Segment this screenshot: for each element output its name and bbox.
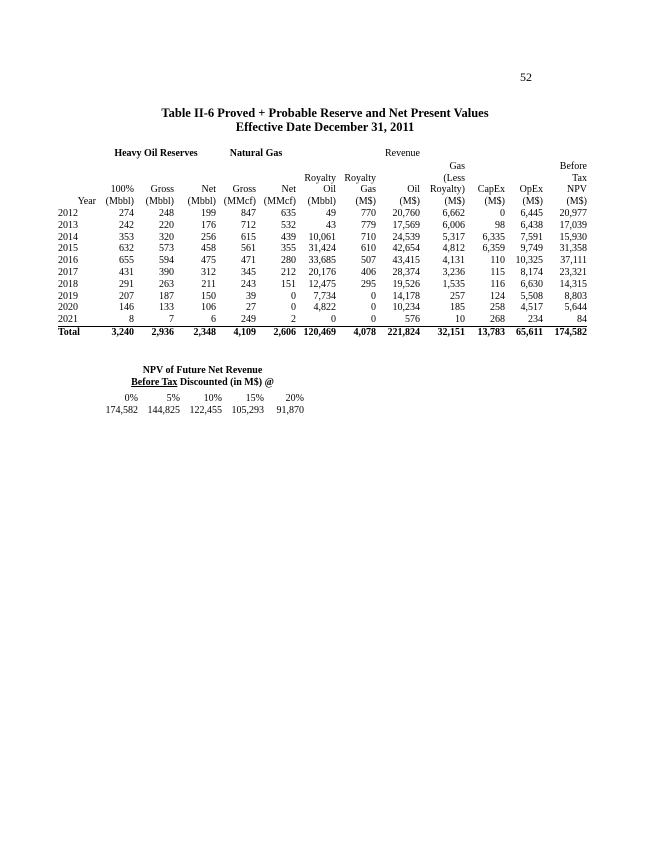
table-cell: 6,445 [520,207,543,219]
table-subtitle: Effective Date December 31, 2011 [235,120,415,134]
npv-rate-cell: 15% [245,393,264,404]
npv-table [100,393,304,417]
table-cell: 176 [201,219,216,231]
table-cell: 199 [201,207,216,219]
table-cell [216,161,256,173]
table-cell: 207 [119,290,134,302]
table-cell: 390 [159,266,174,278]
npv-summary [100,365,305,417]
npv-rate-cell: 5% [166,393,180,404]
table-cell: (M$) [522,196,543,208]
npv-value-cell: 144,825 [147,405,180,416]
table-cell: 5,644 [564,302,587,314]
npv-rate-cell: 0% [124,393,138,404]
table-cell: 594 [159,255,174,267]
table-cell: 439 [281,231,296,243]
row-label-cell: 2021 [58,314,78,326]
npv-value-cell: 174,582 [105,405,138,416]
npv-rate-cell: 10% [203,393,222,404]
table-cell: 187 [159,290,174,302]
page-number: 52 [520,70,532,84]
table-cell: 115 [490,266,505,278]
table-cell: 312 [201,266,216,278]
table-cell: 110 [490,255,505,267]
table-cell: 573 [159,243,174,255]
table-cell: 0 [371,314,376,326]
table-cell: (Mbbl) [187,196,216,208]
table-cell: Royalty [304,172,336,184]
table-cell: (M$) [566,196,587,208]
table-cell: 1,535 [442,278,465,290]
table-cell: 256 [201,231,216,243]
table-cell: 770 [361,207,376,219]
table-cell: 6,006 [442,219,465,231]
row-label-cell: Year [77,196,96,208]
table-cell: 242 [119,219,134,231]
table-cell: 431 [119,266,134,278]
row-label-cell [58,173,96,185]
table-cell [96,161,134,173]
table-cell: 2,936 [134,326,174,338]
table-cell: 258 [490,302,505,314]
table-cell: 146 [119,302,134,314]
table-cell: 15,930 [559,231,587,243]
table-cell: 295 [361,278,376,290]
column-header-row [58,196,587,208]
table-cell: 576 [405,314,420,326]
table-row [58,232,587,244]
row-label-cell: 2013 [58,219,78,231]
column-header-row [58,184,587,196]
table-cell: 0 [500,207,505,219]
table-cell: 43 [326,219,336,231]
table-cell: 710 [361,231,376,243]
row-label-cell: 2019 [58,290,78,302]
row-label-cell: 2016 [58,255,78,267]
row-label-cell [58,161,96,173]
npv-rate-row [100,393,304,405]
table-title: Table II-6 Proved + Probable Reserve and Net Present Values [161,106,489,120]
table-cell: 32,151 [420,326,465,338]
table-cell: 6,438 [520,219,543,231]
table-cell: 3,236 [442,266,465,278]
table-cell [134,161,174,173]
table-cell: Gross [150,184,174,196]
table-row [58,255,587,267]
table-cell [174,161,216,173]
table-cell: 6,335 [482,231,505,243]
table-cell: 4,131 [442,255,465,267]
table-cell: Gas [360,184,376,196]
table-cell: (Mbbl) [105,196,134,208]
table-cell: 84 [577,314,587,326]
table-cell: 42,654 [392,243,420,255]
table-cell: 280 [281,255,296,267]
table-cell: 7 [169,314,174,326]
table-cell: (M$) [355,196,376,208]
table-cell: 10 [455,314,465,326]
table-cell [134,173,174,185]
table-cell [296,161,336,173]
row-label-cell: 2017 [58,266,78,278]
table-cell: 151 [281,278,296,290]
table-cell [256,173,296,185]
table-cell: 27 [246,302,256,314]
table-cell: 185 [450,302,465,314]
table-cell: 100% [110,184,134,196]
table-cell: 257 [450,290,465,302]
table-cell: 471 [241,255,256,267]
table-cell: 234 [528,314,543,326]
table-cell: 507 [361,255,376,267]
natural-gas-group-label: Natural Gas [229,148,283,159]
table-cell: Royalty) [430,184,465,196]
table-cell: 0 [291,302,296,314]
table-cell: Oil [323,184,336,196]
table-row [58,279,587,291]
table-cell: 0 [331,314,336,326]
table-cell: 24,539 [392,231,420,243]
row-label-cell: 2014 [58,231,78,243]
table-cell: 19,526 [392,278,420,290]
table-cell: 6 [211,314,216,326]
table-cell: 4,078 [336,326,376,338]
table-cell: 106 [201,302,216,314]
table-row [58,314,587,326]
table-cell: 274 [119,207,134,219]
table-cell: 406 [361,266,376,278]
table-cell: 5,317 [442,231,465,243]
table-cell [96,173,134,185]
table-cell [376,161,420,173]
table-cell: (MMcf) [223,196,256,208]
table-cell [336,161,376,173]
table-cell: Net [201,184,216,196]
table-row [58,208,587,220]
table-cell: NPV [566,184,587,196]
table-cell: 458 [201,243,216,255]
table-cell: Tax [572,172,587,184]
table-cell: Net [281,184,296,196]
table-cell: 0 [371,302,376,314]
column-header-row [58,173,587,185]
table-cell: 0 [291,290,296,302]
table-cell: CapEx [477,184,505,196]
table-cell: 17,039 [559,219,587,231]
table-cell: 14,315 [559,278,587,290]
table-row [58,267,587,279]
npv-rate-cell: 20% [285,393,304,404]
table-cell: 655 [119,255,134,267]
table-cell: 8 [129,314,134,326]
table-cell: Oil [407,184,420,196]
table-cell: 124 [490,290,505,302]
table-cell: 31,424 [308,243,336,255]
table-row [58,243,587,255]
npv-title-underlined: Before Tax [131,377,178,388]
table-cell: 43,415 [392,255,420,267]
table-cell: 3,240 [96,326,134,338]
table-cell: 2 [291,314,296,326]
table-cell: (MMcf) [263,196,296,208]
table-cell: 120,469 [296,326,336,338]
table-cell [465,161,505,173]
npv-title [100,365,305,389]
table-cell: 610 [361,243,376,255]
table-cell: 2,606 [256,326,296,338]
reserves-table [58,148,587,339]
table-cell: 10,061 [308,231,336,243]
table-cell: 779 [361,219,376,231]
row-label-cell: 2015 [58,243,78,255]
table-cell [216,173,256,185]
table-cell: 2,348 [174,326,216,338]
table-cell: (M$) [444,196,465,208]
table-cell: 65,611 [505,326,543,338]
table-cell: 532 [281,219,296,231]
table-cell: 475 [201,255,216,267]
table-cell [465,173,505,185]
row-label-cell [58,184,96,196]
table-cell: 4,517 [520,302,543,314]
table-cell: 4,812 [442,243,465,255]
table-cell: 268 [490,314,505,326]
npv-value-cell: 122,455 [189,405,222,416]
table-cell: 39 [246,290,256,302]
row-label-cell: 2020 [58,302,78,314]
table-cell [256,161,296,173]
table-cell: 211 [201,278,216,290]
table-cell: 10,234 [392,302,420,314]
npv-value-cell: 105,293 [231,405,264,416]
total-row [58,326,587,338]
table-cell: 150 [201,290,216,302]
revenue-group-label: Revenue [385,148,420,159]
table-cell: (Less [443,172,465,184]
row-label-cell: Total [58,326,96,338]
table-row [58,302,587,314]
table-cell: 221,824 [376,326,420,338]
table-cell: 98 [495,219,505,231]
table-cell: (Mbbl) [145,196,174,208]
table-cell: 133 [159,302,174,314]
table-cell: 243 [241,278,256,290]
table-cell: 847 [241,207,256,219]
table-cell: 7,591 [520,231,543,243]
table-cell: OpEx [519,184,543,196]
table-cell: 37,111 [560,255,587,267]
npv-value-cell: 91,870 [276,405,304,416]
table-cell: 13,783 [465,326,505,338]
table-cell: 712 [241,219,256,231]
table-cell: 5,508 [520,290,543,302]
table-cell: 355 [281,243,296,255]
table-cell: 14,178 [392,290,420,302]
table-cell: 20,176 [308,266,336,278]
row-label-cell: 2018 [58,278,78,290]
table-cell: 116 [490,278,505,290]
table-cell: 20,760 [392,207,420,219]
table-cell [174,173,216,185]
table-cell: 31,358 [559,243,587,255]
npv-title-rest: Discounted (in M$) @ [177,377,274,388]
table-cell: 12,475 [308,278,336,290]
table-cell [376,173,420,185]
table-cell [505,161,543,173]
table-cell: 561 [241,243,256,255]
table-cell: 6,359 [482,243,505,255]
table-cell: Gas [449,160,465,172]
table-cell: 20,977 [559,207,587,219]
npv-value-row [100,405,304,417]
npv-title-line1: NPV of Future Net Revenue [142,365,263,376]
table-cell: 615 [241,231,256,243]
table-cell: 320 [159,231,174,243]
table-cell: 6,662 [442,207,465,219]
table-row [58,220,587,232]
table-cell: 6,630 [520,278,543,290]
row-label-cell: 2012 [58,207,78,219]
table-cell: Gross [232,184,256,196]
table-cell: 7,734 [313,290,336,302]
table-cell: (M$) [484,196,505,208]
table-cell: 174,582 [543,326,587,338]
table-cell: 8,803 [564,290,587,302]
table-cell: Before [559,160,587,172]
table-cell: 345 [241,266,256,278]
table-cell: (Mbbl) [307,196,336,208]
table-cell: 263 [159,278,174,290]
table-cell: 4,109 [216,326,256,338]
table-cell: 17,569 [392,219,420,231]
table-cell: 10,325 [515,255,543,267]
table-cell: 248 [159,207,174,219]
table-cell: 0 [371,290,376,302]
table-cell: 353 [119,231,134,243]
table-cell: 291 [119,278,134,290]
table-cell: 635 [281,207,296,219]
table-cell: 632 [119,243,134,255]
table-cell: 9,749 [520,243,543,255]
table-cell [505,173,543,185]
table-cell: 212 [281,266,296,278]
table-cell: Royalty [344,172,376,184]
table-cell: 4,822 [313,302,336,314]
table-cell: 49 [326,207,336,219]
group-header-row [58,148,587,161]
heavy-oil-group-label: Heavy Oil Reserves [114,148,198,159]
column-header-row [58,161,587,173]
npv-title-line2 [100,377,305,389]
table-cell: 220 [159,219,174,231]
table-cell: 8,174 [520,266,543,278]
table-cell: (M$) [399,196,420,208]
table-row [58,291,587,303]
table-cell: 23,321 [559,266,587,278]
table-cell: 249 [241,314,256,326]
table-cell: 28,374 [392,266,420,278]
table-cell: 33,685 [308,255,336,267]
